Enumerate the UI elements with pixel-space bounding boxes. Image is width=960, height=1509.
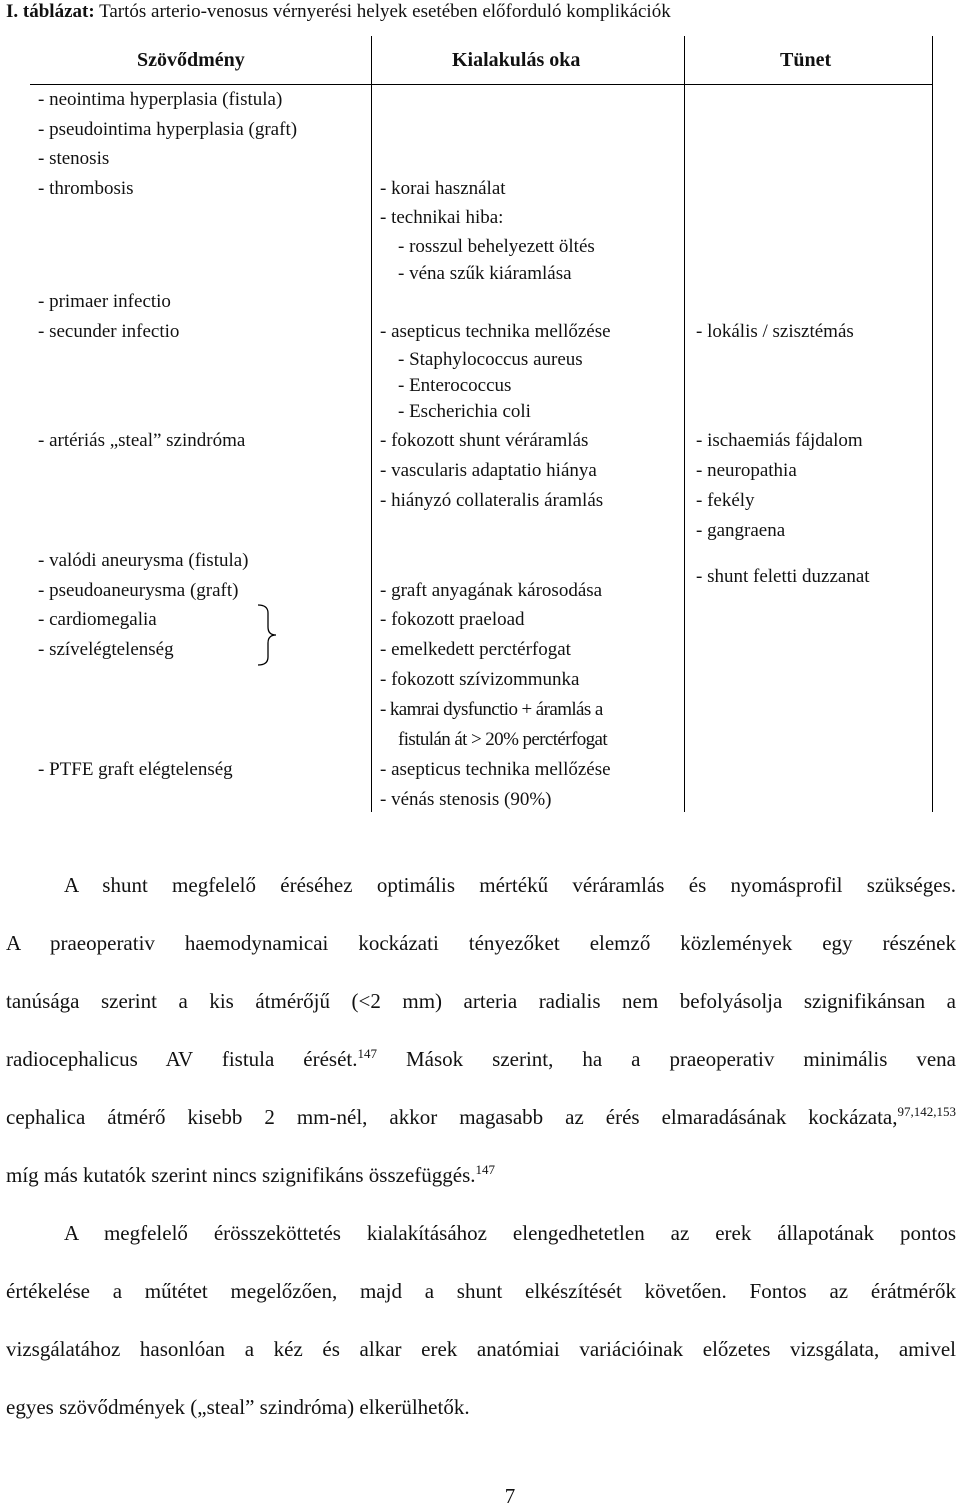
complication-item: - valódi aneurysma (fistula) bbox=[38, 550, 249, 571]
paragraph-1-line-4: radiocephalicus AV fistula érését.$^{147}$ Mások szerint, ha a praeoperativ minimális vena bbox=[6, 1046, 956, 1071]
symptom-item: - ischaemiás fájdalom bbox=[696, 430, 863, 451]
cause-subitem: - Escherichia coli bbox=[398, 401, 531, 422]
grouping-brace-icon bbox=[256, 603, 278, 667]
symptom-item: - shunt feletti duzzanat bbox=[696, 566, 870, 587]
header-szovodmeny: Szövődmény bbox=[137, 49, 245, 71]
complication-item: - PTFE graft elégtelenség bbox=[38, 759, 233, 780]
symptom-item: - neuropathia bbox=[696, 460, 797, 481]
cause-item: - hiányzó collateralis áramlás bbox=[380, 490, 604, 511]
cause-subitem: - Staphylococcus aureus bbox=[398, 349, 583, 370]
paragraph-1-line-5: cephalica átmérő kisebb 2 mm-nél, akkor magasabb az érés elmaradásának kockázata,$^{97,142,153}$ bbox=[6, 1104, 956, 1129]
paragraph-2-line-3: vizsgálatához hasonlóan a kéz és alkar erek anatómiai variációinak előzetes vizsgálata, amivel bbox=[6, 1337, 956, 1361]
cause-item: - emelkedett perctérfogat bbox=[380, 639, 571, 660]
header-tunet: Tünet bbox=[780, 49, 832, 71]
cause-item-continuation: fistulán át > 20% perctérfogat bbox=[398, 729, 608, 750]
page-number: 7 bbox=[504, 1484, 516, 1508]
paragraph-1-line-6: míg más kutatók szerint nincs szignifikáns összefüggés.$^{147}$ bbox=[6, 1162, 495, 1187]
header-rule bbox=[30, 84, 932, 85]
paragraph-1-line-3: tanúsága szerint a kis átmérőjű (<2 mm) arteria radialis nem befolyásolja szignifikánsan a bbox=[6, 989, 956, 1013]
complication-item: - thrombosis bbox=[38, 178, 134, 199]
complication-item: - artériás „steal” szindróma bbox=[38, 430, 246, 451]
complication-item: - szívelégtelenség bbox=[38, 639, 174, 660]
table-caption-label: I. táblázat: bbox=[6, 1, 95, 22]
complication-item: - cardiomegalia bbox=[38, 609, 157, 630]
complication-item: - stenosis bbox=[38, 148, 110, 169]
cause-item: - asepticus technika mellőzése bbox=[380, 321, 611, 342]
cause-item: - technikai hiba: bbox=[380, 207, 504, 228]
cause-item: - graft anyagának károsodása bbox=[380, 580, 603, 601]
complication-item: - pseudoaneurysma (graft) bbox=[38, 580, 239, 601]
citation-sup: 147 bbox=[357, 1046, 378, 1061]
cause-subitem: - véna szűk kiáramlása bbox=[398, 263, 572, 284]
symptom-item: - lokális / szisztémás bbox=[696, 321, 854, 342]
paragraph-1-line-1: A shunt megfelelő éréséhez optimális mértékű véráramlás és nyomásprofil szükséges. bbox=[64, 873, 956, 897]
table-caption-text: Tartós arterio-venosus vérnyerési helyek esetében előforduló komplikációk bbox=[94, 1, 671, 22]
citation-sup: 147 bbox=[475, 1162, 495, 1177]
cause-item: - asepticus technika mellőzése bbox=[380, 759, 611, 780]
paragraph-2-line-4: egyes szövődmények („steal” szindróma) elkerülhetők. bbox=[6, 1395, 470, 1419]
complication-item: - neointima hyperplasia (fistula) bbox=[38, 89, 283, 110]
paragraph-2-line-1: A megfelelő érösszeköttetés kialakításához elengedhetetlen az erek állapotának pontos bbox=[64, 1221, 956, 1245]
complication-item: - secunder infectio bbox=[38, 321, 180, 342]
cause-item: - fokozott praeload bbox=[380, 609, 525, 630]
cause-item: - korai használat bbox=[380, 178, 506, 199]
cause-item: - fokozott shunt véráramlás bbox=[380, 430, 589, 451]
citation-sup: 97,142,153 bbox=[897, 1104, 956, 1119]
cause-item: - vénás stenosis (90%) bbox=[380, 789, 552, 810]
column-divider-1 bbox=[371, 36, 372, 812]
cause-subitem: - Enterococcus bbox=[398, 375, 512, 396]
cause-item: - vascularis adaptatio hiánya bbox=[380, 460, 597, 481]
column-divider-3 bbox=[932, 36, 933, 812]
complication-item: - primaer infectio bbox=[38, 291, 171, 312]
complication-item: - pseudointima hyperplasia (graft) bbox=[38, 119, 298, 140]
table-caption bbox=[6, 0, 671, 24]
column-divider-2 bbox=[684, 36, 685, 812]
paragraph-1-line-2: A praeoperativ haemodynamicai kockázati tényezőket elemző közlemények egy részének bbox=[6, 931, 956, 955]
paragraph-2-line-2: értékelése a műtétet megelőzően, majd a shunt elkészítését követően. Fontos az érátmérők bbox=[6, 1279, 956, 1303]
cause-subitem: - rosszul behelyezett öltés bbox=[398, 236, 595, 257]
symptom-item: - fekély bbox=[696, 490, 755, 511]
header-kialakulas-oka: Kialakulás oka bbox=[452, 49, 581, 71]
cause-item: - kamrai dysfunctio + áramlás a bbox=[380, 699, 603, 720]
cause-item: - fokozott szívizommunka bbox=[380, 669, 580, 690]
symptom-item: - gangraena bbox=[696, 520, 786, 541]
